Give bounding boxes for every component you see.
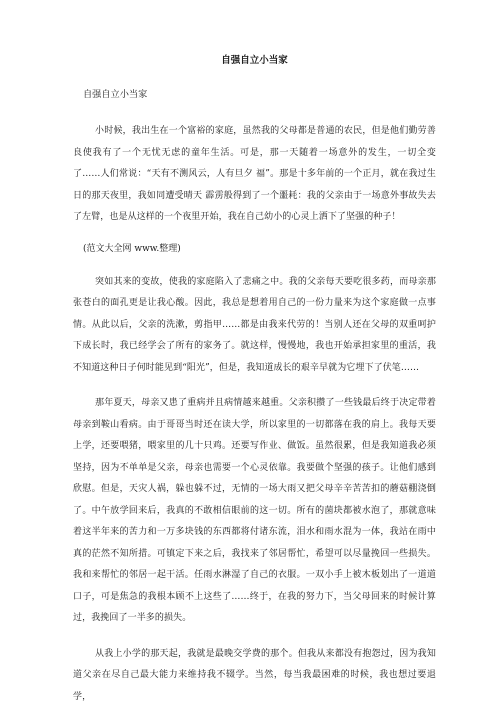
- paragraph-4: 从我上小学的那天起，我就是最晚交学费的那个。但我从来都没有抱怨过，因为我知道父亲在尽自己最大能力来维持我不辍学。当然，每当我最困难的时候，我也想过要退学，: [73, 648, 436, 702]
- paragraph-1: 小时候，我出生在一个富裕的家庭，虽然我的父母都是普通的农民，但是他们勤劳善良使我有了一个无忧无虑的童年生活。可是，那一天随着一场意外的发生，一切全变了……人们常说：“天有不测风云，人有旦夕 福”。那是十多年前的一个正月，就在我过生日的那天夜里，我如同遭受晴天 霹雳般得到了一个噩耗：我的父亲由于一场意外事故失去了左臂，也是从这样的一个夜里开始，我在自己幼小的心灵上洒下了坚强的种子！: [73, 126, 436, 222]
- document-subtitle: 自强自立小当家: [83, 89, 148, 100]
- document-title: 自强自立小当家: [221, 55, 288, 66]
- paragraph-2: 突如其来的变故，使我的家庭陷入了悲痛之中。我的父亲每天要吃很多药，而母亲那张苍白的面孔更是让我心酸。因此，我总是想着用自己的一份力量来为这个家庭做一点事情。从此以后，父亲的洗漱，剪指甲……都是由我来代劳的！当别人还在父母的双重呵护下成长时，我已经学会了所有的家务了。就这样，慢慢地，我也开始承担家里的重活，我不知道这种日子何时能见到“阳光”，但是，我知道成长的艰辛早就为它埋下了伏笔……: [73, 276, 436, 373]
- source-note: (范文大全网 www.整理): [83, 243, 181, 254]
- paragraph-3: 那年夏天，母亲又患了重病并且病情越来越重。父亲积攒了一些钱最后终于决定带着母亲到鞍山看病。由于哥哥当时还在读大学，所以家里的一切都落在我的肩上。我每天要上学，还要喂猪，喂家里的几十只鸡。还要写作业、做饭。虽然很累，但是我知道我必须坚持，因为不单单是父亲，母亲也需要一个心灵依靠。我要做个坚强的孩子。让他们感到欣慰。但是，天灾人祸，躲也躲不过，无情的一场大雨又把父母辛辛苦苦扣的蘑菇棚浇倒了。中午放学回来后，我真的不敢相信眼前的这一切。所有的菌块都被水泡了，那就意味着这半年来的苦力和一万多块钱的东西都将付诸东流，泪水和雨水混为一体，我站在雨中真的茫然不知所措。可镇定下来之后，我找来了邻居帮忙，希望可以尽量挽回一些损失。我和来帮忙的邻居一起干活。任雨水淋湿了自己的衣服。一双小手上被木板划出了一道道口子，可是焦急的我根本顾不上这些了……终于，在我的努力下，当父母回来的时候计算过，我挽回了一半多的损失。: [73, 398, 436, 623]
